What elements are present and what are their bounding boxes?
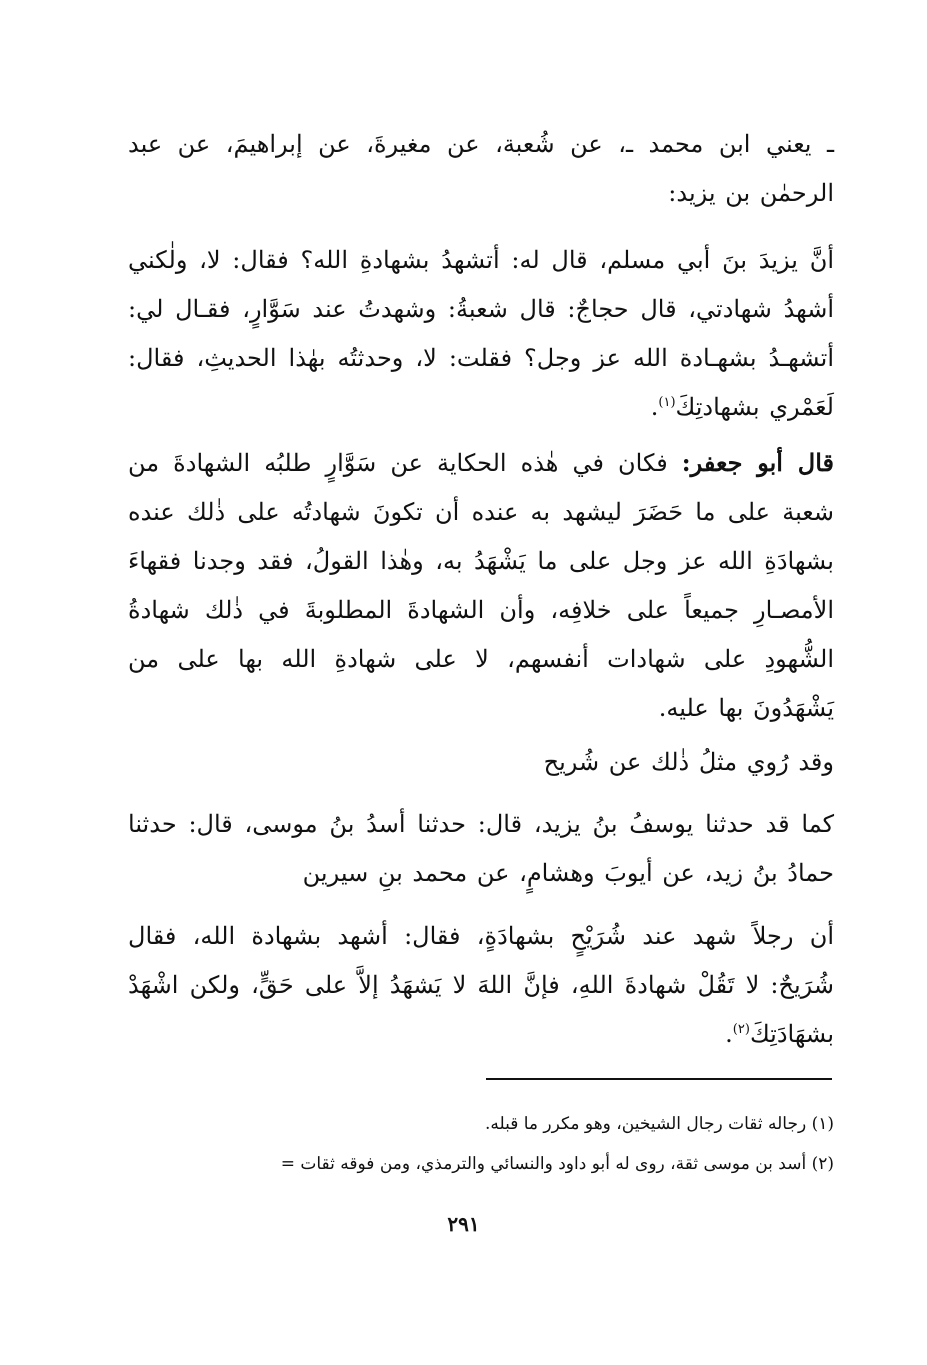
footnote-marker-1[interactable]: (١) xyxy=(658,395,676,410)
paragraph-text: أن رجلاً شهد عند شُرَيْحٍ بشهادَةٍ، فقال: أشهد بشهادة الله، فقال شُرَيحٌ: لا تَقُلْ شهادةَ اللهِ، فإنَّ اللهَ لا يَشهَدُ إلاَّ على حَقٍّ، ولكن اشْهَدْ بشهَادَتِكَ xyxy=(128,922,834,1048)
footnote-2: (٢) أسد بن موسى ثقة، روى له أبو داود والنسائي والترمذي، ومن فوقه ثقات = xyxy=(280,1154,834,1174)
paragraph-text: أنَّ يزيدَ بنَ أبي مسلم، قال له: أتشهدُ بشهادةِ الله؟ فقال: لا، ولٰكني أشهدُ شهادتي، قال حجاجٌ: قال شعبةُ: وشهدتُ عند سَوَّارٍ، فقـال لي: أتشهـدُ بشهـادة الله عز وجل؟ فقلت: لا، وحدثتُه بهٰذا الحديثِ، فقال: لَعَمْري بشهادتِكَ xyxy=(128,246,834,421)
paragraph-lead-speaker: قال أبو جعفر: xyxy=(681,448,834,477)
paragraph-yazid-narration xyxy=(128,236,834,432)
footnote-1: (١) رجاله ثقات رجال الشيخين، وهو مكرر ما قبله. xyxy=(484,1114,834,1134)
paragraph-text: كما قد حدثنا يوسفُ بنُ يزيد، قال: حدثنا أسدُ بنُ موسى، قال: حدثنا حمادُ بنُ زيد، عن أيوبَ وهشامٍ، عن محمد بنِ سيرين xyxy=(128,810,834,887)
footnote-marker-2[interactable]: (٢) xyxy=(732,1022,750,1037)
paragraph-end: . xyxy=(725,1020,733,1048)
footnote-divider xyxy=(486,1078,832,1080)
paragraph-end: . xyxy=(650,393,659,421)
paragraph-isnad-yusuf xyxy=(128,800,834,898)
section-heading-shurayh xyxy=(128,738,834,787)
paragraph-abu-jafar-comment xyxy=(128,438,834,733)
paragraph-text: فكان في هٰذه الحكاية عن سَوَّارٍ طلبُه الشهادةَ من شعبة على ما حَضَرَ ليشهد به عنده أن تكونَ شهادتُه على ذٰلك عنده بشهادَةِ الله عز وجل على ما يَشْهَدُ به، وهٰذا القولُ، فقد وجدنا فقهاءَ الأمصـارِ جميعاً على خلافِه، وأن الشهادةَ المطلوبةَ في ذٰلك شهادةُ الشُّهودِ على شهادات أنفسهم، لا على شهادةِ الله بها على من يَشْهَدُونَ بها عليه. xyxy=(128,449,835,722)
heading-text: وقد رُوي مثلُ ذٰلك عن شُريح xyxy=(543,748,834,776)
footnotes-section xyxy=(110,1104,834,1184)
paragraph-isnad-continuation xyxy=(128,120,834,218)
paragraph-text: ـ يعني ابن محمد ـ، عن شُعبة، عن مغيرةَ، عن إبراهيمَ، عن عبد الرحمٰن بن يزيد: xyxy=(128,130,834,207)
page-number: ٢٩١ xyxy=(447,1212,480,1236)
paragraph-shurayh-narration xyxy=(128,912,834,1059)
